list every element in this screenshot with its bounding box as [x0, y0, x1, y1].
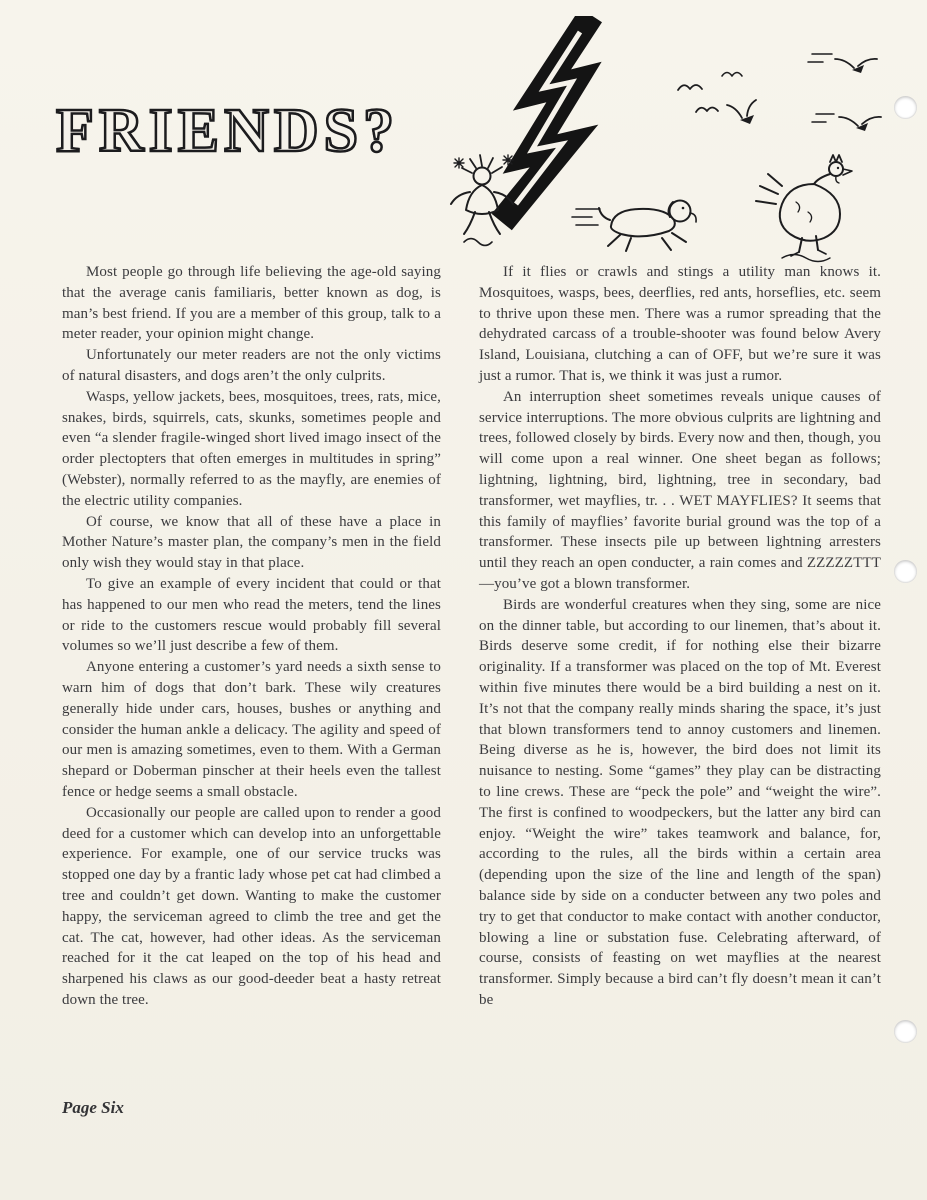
paragraph: Most people go through life believing the age-old saying that the average canis familiaris, better known as dog, is man’s best friend. If you are a member of this group, talk to a meter reader, your opinion might change. [62, 264, 441, 343]
paragraph: Birds are wonderful creatures when they sing, some are nice on the dinner table, but according to our linemen, that’s about it. Birds deserve some credit, if for nothing else their bizarre originality. If a transformer was placed on the top of Mt. Everest within five minutes there would be a bird building a nest on it. It’s not that the company really minds sharing the space, it’s just that blown transformers tend to annoy customers and linemen. Being diverse as he is, however, the bird does not limit its nuisance to nesting. Some “games” they play can be distracting to line crews. These are “peck the pole” and “weight the wire”. The first is confined to woodpeckers, but the latter any bird can enjoy. “Weight the wire” takes teamwork and balance, for, according to the rules, all the birds within a certain area (depending upon the size of the line and length of the span) balance side by side on a conducter between any two poles and try to get that conductor to make contact with another conductor, blowing a line or substation fuse. Celebrating afterward, of course, consists of feasting on wet mayflies at the nearest transformer. Simply because a bird can’t fly doesn’t mean it can’t be [479, 596, 881, 1008]
lightning-bolt-icon [510, 26, 584, 212]
right-column [479, 262, 881, 1011]
paragraph: If it flies or crawls and stings a utility man knows it. Mosquitoes, wasps, bees, deerflies, red ants, horseflies, etc. seem to thrive upon these men. There was a rumor spreading that the dehydrated carcass of a trouble-shooter was found below Avery Island, Louisiana, clutching a can of OFF, but we’re sure it was just a rumor. That is, we think it was just a rumor. [479, 264, 881, 384]
paragraph: Unfortunately our meter readers are not the only victims of natural disasters, and dogs aren’t the only culprits. [62, 347, 441, 384]
hole-punch [894, 560, 917, 583]
startled-chicken-icon [756, 155, 852, 262]
paragraph: Anyone entering a customer’s yard needs a sixth sense to warn him of dogs that don’t bark. These wily creatures generally hide under cars, houses, bushes or anything and consider the human ankle a delicacy. The agility and speed of our men is amazing sometimes, even to them. With a German shepard or Doberman pinscher at their heels even the tallest fence or hedge seems a small obstacle. [62, 659, 441, 800]
paragraph: To give an example of every incident that could or that has happened to our men who read the meters, tend the lines or ride to the customers rescue would probably fill several volumes so we’ll just describe a few of them. [62, 575, 441, 655]
paragraph: An interruption sheet sometimes reveals unique causes of service interruptions. The more obvious culprits are lightning and trees, followed closely by birds. Every now and then, though, you will come upon a real winner. One sheet began as follows; lightning, lightning, bird, lightning, tree in secondary, bad transformer, wet mayflies, tr. . . WET MAYFLIES? It seems that this family of mayflies’ favorite burial ground was the top of a transformer. These insects pile up between lightning arresters until they reach an open conducter, a rain comes and ZZZZZTTT—you’ve got a blown transformer. [479, 388, 881, 592]
page-number: Page Six [62, 1098, 124, 1117]
page-title: FRIENDS? [56, 97, 400, 165]
hole-punch [894, 1020, 917, 1043]
header-illustration [426, 16, 888, 264]
flying-birds-icon [678, 73, 756, 125]
darting-birds-icon [808, 54, 881, 131]
left-column [62, 262, 441, 1011]
paragraph: Occasionally our people are called upon to render a good deed for a customer which can develop into an unforgettable experience. For example, one of our service trucks was stopped one day by a frantic lady whose pet cat had climbed a tree and couldn’t get down. Wanting to make the customer happy, the serviceman agreed to climb the tree and get the cat. The cat, however, had other ideas. As the serviceman reached for it the cat leaped on the top of his head and sharpened his claws as our good-deeder beat a hasty retreat down the tree. [62, 804, 441, 1008]
paragraph: Of course, we know that all of these have a place in Mother Nature’s master plan, the company’s men in the field only wish they would stay in that place. [62, 513, 441, 572]
paragraph: Wasps, yellow jackets, bees, mosquitoes, trees, rats, mice, snakes, birds, squirrels, cats, skunks, sometimes people and even “a slender fragile-winged short lived imago insect of the order plectopters that often emerges in multitudes in spring” (Webster), normally referred to as the mayfly, are enemies of the electric utility companies. [62, 388, 441, 509]
running-dog-icon [572, 201, 696, 252]
hole-punch [894, 96, 917, 119]
